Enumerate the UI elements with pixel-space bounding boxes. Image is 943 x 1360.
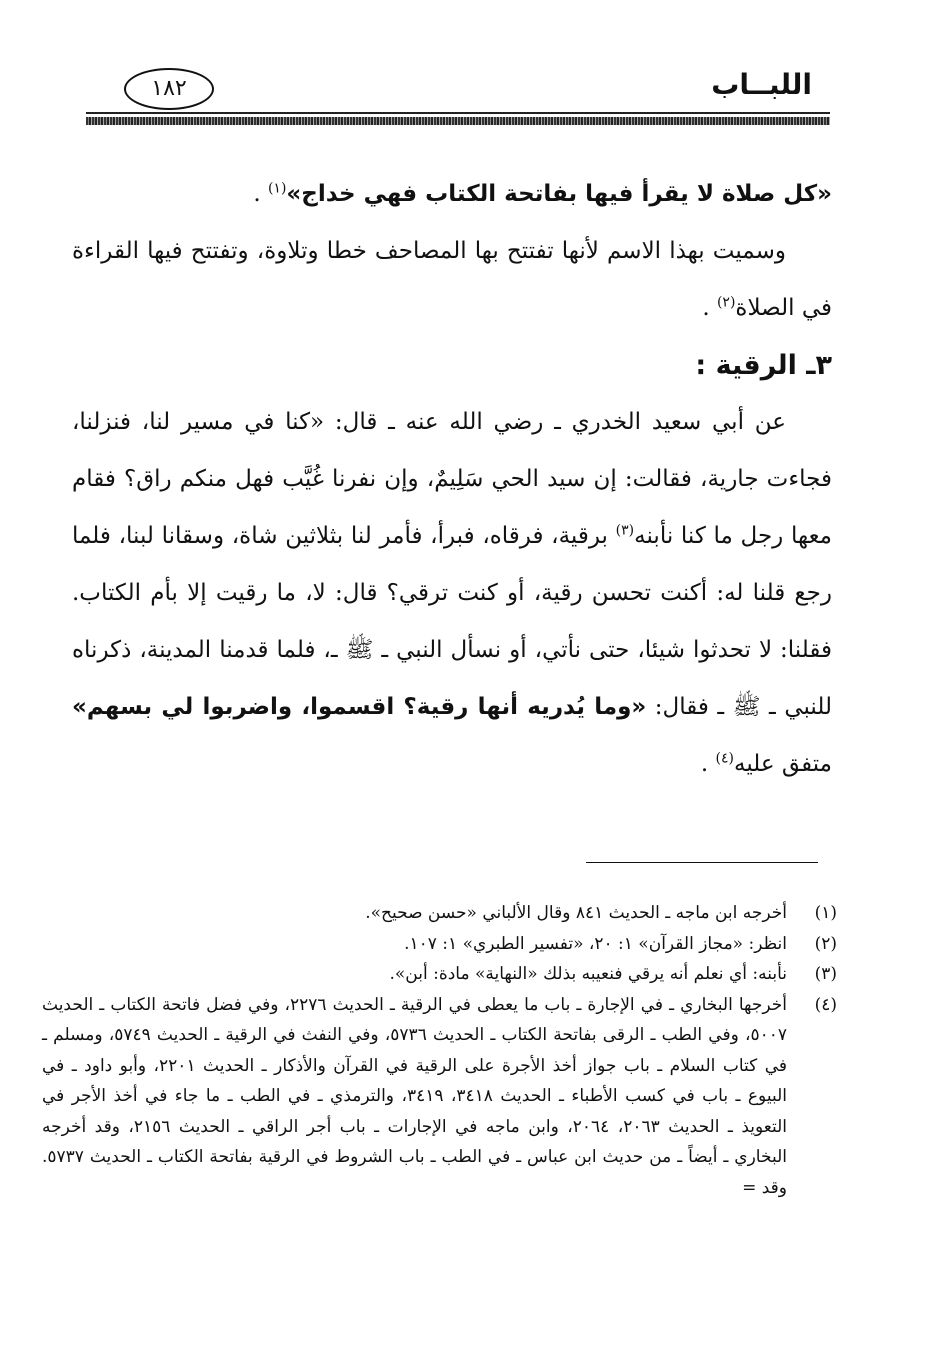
- footnote-text: انظر: «مجاز القرآن» ١: ٢٠، «تفسير الطبري» ١: ١٠٧.: [404, 933, 787, 954]
- hadith-prophet-quote: «وما يُدريه أنها رقية؟ اقسموا، واضربوا لي بسهم»: [72, 694, 647, 720]
- footnote-text: أخرجها البخاري ـ في الإجارة ـ باب ما يعطى في الرقية ـ الحديث ٢٢٧٦، وفي فضل فاتحة الكتاب ـ الحديث ٥٠٠٧، وفي الطب ـ الرقى بفاتحة الكتاب ـ الحديث ٥٧٣٦، وفي النفث في الرقية ـ الحديث ٥٧٤٩، ومسلم ـ في كتاب السلام ـ باب جواز أخذ الأجرة على الرقية في القرآن والأذكار ـ الحديث ٢٢٠١، وأبو داود ـ في البيوع ـ باب في كسب الأطباء ـ الحديث ٣٤١٨، ٣٤١٩، والترمذي ـ في الطب ـ ما جاء في أخذ الأجر في التعويذ ـ الحديث ٢٠٦٣، ٢٠٦٤، وابن ماجه في الإجارات ـ باب أجر الراقي ـ الحديث ٢١٥٦، وقد أخرجه البخاري ـ أيضاً ـ من حديث ابن عباس ـ في الطب ـ باب الشروط في الرقية بفاتحة الكتاب ـ الحديث ٥٧٣٧. وقد =: [42, 994, 788, 1198]
- footnote-number: (٤): [814, 994, 837, 1015]
- footnote-number: (٣): [814, 964, 837, 984]
- footnote-4: [42, 990, 837, 1204]
- paragraph-naming-end: .: [702, 295, 710, 321]
- paragraph-naming-text: وسميت بهذا الاسم لأنها تفتتح بها المصاحف خطا وتلاوة، وتفتتح فيها القراءة في الصلاة: [72, 238, 832, 321]
- hadith-paragraph: [72, 394, 832, 793]
- footnote-1: [42, 898, 837, 929]
- quote-line: [72, 166, 832, 223]
- hadith-end: .: [700, 751, 709, 777]
- header-ornament-band: [86, 117, 830, 125]
- header-rule: [86, 112, 830, 114]
- footnote-ref-4: (٤): [715, 750, 734, 767]
- quote-text: «كل صلاة لا يقرأ فيها بفاتحة الكتاب فهي خداج»: [286, 181, 832, 207]
- running-title: اللبــاب: [711, 68, 812, 101]
- main-text: [72, 166, 832, 793]
- page-number-badge: ١٨٢: [124, 68, 214, 110]
- hadith-text-1: عن أبي سعيد الخدري ـ رضي الله عنه ـ قال: «كنا في مسير لنا، فنزلنا، فجاءت جارية، فقالت: إن سيد الحي سَلِيمٌ، وإن نفرنا غُيَّب فهل منكم راق؟ فقام معها رجل ما كنا نأبنه: [72, 409, 833, 549]
- page-header: [86, 62, 816, 116]
- footnote-number: (١): [814, 903, 837, 923]
- footnote-3: [42, 959, 837, 990]
- footnotes: [42, 898, 837, 1203]
- footnote-ref-1: (١): [267, 180, 287, 197]
- paragraph-naming: [72, 223, 832, 337]
- footnote-text: أخرجه ابن ماجه ـ الحديث ٨٤١ وقال الألباني «حسن صحيح».: [365, 903, 787, 923]
- hadith-text-2: برقية، فرقاه، فبرأ، فأمر لنا بثلاثين شاة، وسقانا لبنا، فلما رجع قلنا له: أكنت تحسن رقية، أو كنت ترقي؟ قال: لا، ما رقيت إلا بأم الكتاب. فقلنا: لا تحدثوا شيئا، حتى نأتي، أو نسأل النبي ـ ﷺ ـ، فلما قدمنا المدينة، ذكرناه للنبي ـ ﷺ ـ فقال:: [72, 523, 832, 720]
- quote-end: .: [253, 181, 261, 207]
- footnote-2: [42, 929, 837, 960]
- hadith-text-3: متفق عليه: [734, 751, 832, 777]
- footnote-separator: [586, 862, 818, 863]
- footnote-number: (٢): [814, 933, 837, 954]
- footnote-text: نأبنه: أي نعلم أنه يرقي فنعيبه بذلك «النهاية» مادة: أبن».: [389, 964, 787, 984]
- footnote-ref-3: (٣): [615, 522, 635, 539]
- section-heading: ٣ـ الرقية :: [695, 350, 832, 381]
- footnote-ref-2: (٢): [716, 294, 736, 311]
